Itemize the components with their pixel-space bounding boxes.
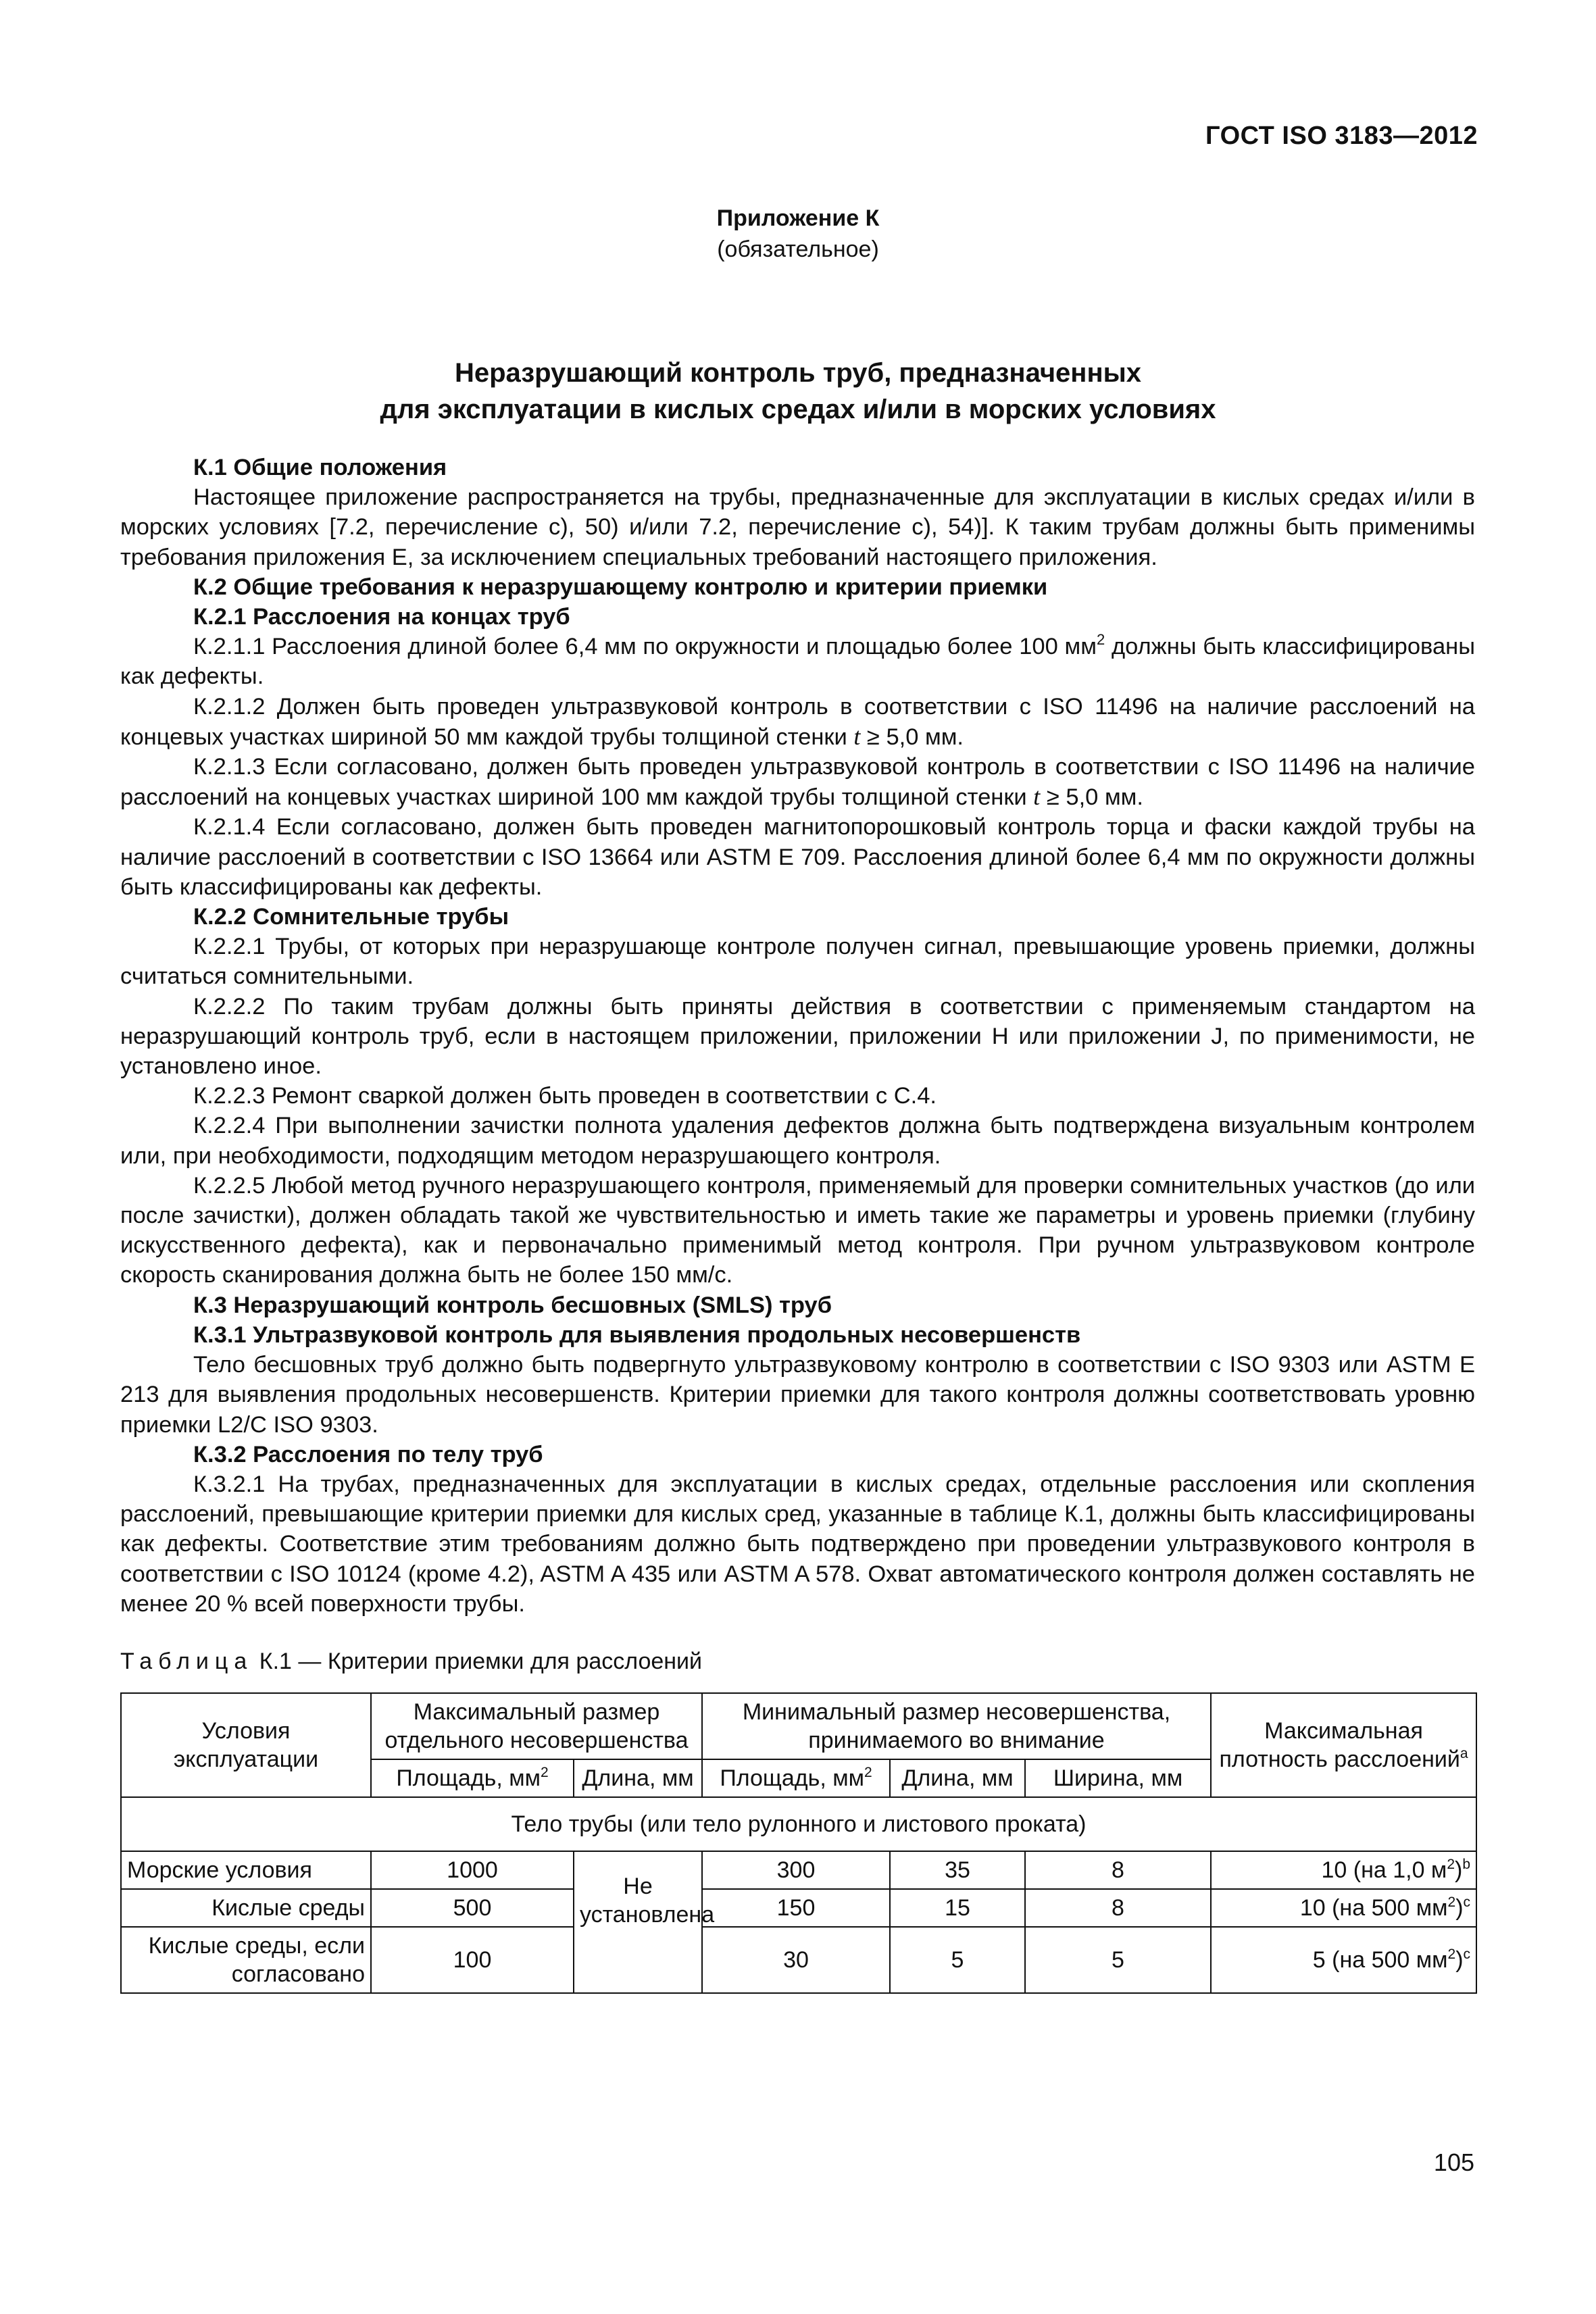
row-min-area: 150	[702, 1889, 890, 1927]
paragraph-k222: К.2.2.2 По таким трубам должны быть приняты действия в соответствии с применяемым стандартом на неразрушающий контроль труб, если в настоящем приложении, приложении Н или приложении J, по применимости, не установлено иное.	[120, 993, 1475, 1080]
paragraph-k31: Тело бесшовных труб должно быть подвергнуто ультразвуковому контролю в соответствии с ISO 9303 или ASTM E 213 для выявления продольных несовершенств. Критерии приемки для такого контроля должны соответствовать уровню приемки L2/C ISO 9303.	[120, 1352, 1475, 1438]
section-heading-k32: К.3.2 Расслоения по телу труб	[193, 1441, 543, 1467]
header-min-length: Длина, мм	[890, 1759, 1025, 1797]
row-max-area: 500	[371, 1889, 574, 1927]
paragraph-k213: К.2.1.3 Если согласовано, должен быть проведен ультразвуковой контроль в соответствии с ISO 11496 на наличие расслоений на концевых участках шириной 100 мм каждой трубы толщиной стенки t ≥ 5,0 мм.	[120, 754, 1475, 811]
appendix-type: (обязательное)	[717, 236, 879, 262]
table-row	[121, 1927, 1476, 1993]
section-heading-k21: К.2.1 Расслоения на концах труб	[193, 604, 570, 630]
paragraph-k221: К.2.2.1 Трубы, от которых при неразрушающе контроле получен сигнал, превышающие уровень приемки, должны считаться сомнительными.	[120, 934, 1475, 990]
lamination-criteria-table	[120, 1692, 1477, 1994]
header-conditions: Условия эксплуатации	[121, 1693, 371, 1797]
document-title-line-2: для эксплуатации в кислых средах и/или в морских условиях	[380, 395, 1216, 424]
row-condition: Морские условия	[121, 1851, 371, 1889]
document-title-line-1: Неразрушающий контроль труб, предназначенных	[454, 358, 1142, 388]
paragraph-k1: Настоящее приложение распространяется на трубы, предназначенные для эксплуатации в кислых средах и/или в морских условиях [7.2, перечисление с), 50) и/или 7.2, перечисление с), 54)]. К таким трубам должны быть применимы требования приложения Е, за исключением специальных требований настоящего приложения.	[120, 484, 1475, 570]
row-min-length: 35	[890, 1851, 1025, 1889]
header-max-length: Длина, мм	[574, 1759, 702, 1797]
page-number: 105	[1433, 2148, 1474, 2176]
row-min-area: 30	[702, 1927, 890, 1993]
paragraph-k225: К.2.2.5 Любой метод ручного неразрушающего контроля, применяемый для проверки сомнительных участков (до или после зачистки), должен обладать такой же чувствительностью и иметь такие же параметры и уровень приемки (глубину искусственного дефекта), как и первоначально применимый метод контроля. При ручном ультразвуковом контроле скорость сканирования должна быть не более 150 мм/с.	[120, 1172, 1475, 1288]
document-title	[0, 355, 1596, 428]
row-min-width: 8	[1025, 1889, 1211, 1927]
row-max-length: Не установлена	[574, 1851, 702, 1993]
standard-code: ГОСТ ISO 3183—2012	[1205, 122, 1478, 150]
row-density: 10 (на 1,0 $м^2)^b$	[1211, 1851, 1476, 1889]
row-condition: Кислые среды	[121, 1889, 371, 1927]
row-min-length: 5	[890, 1927, 1025, 1993]
row-min-width: 5	[1025, 1927, 1211, 1993]
row-density: 10 (на 500 $мм^2)^c$	[1211, 1889, 1476, 1927]
header-max-area: Площадь, $мм^2$	[371, 1759, 574, 1797]
appendix-title: Приложение К	[716, 205, 880, 231]
header-max-size: Максимальный размер отдельного несовершенства	[371, 1693, 702, 1759]
table-row	[121, 1851, 1476, 1889]
header-min-size: Минимальный размер несовершенства, принимаемого во внимание	[702, 1693, 1211, 1759]
paragraph-k321: К.3.2.1 На трубах, предназначенных для эксплуатации в кислых средах, отдельные расслоения или скопления расслоений, превышающие критерии приемки для кислых сред, указанные в таблице К.1, должны быть классифицированы как дефекты. Соответствие этим требованиям должно быть подтверждено при проведении ультразвукового контроля в соответствии с ISO 10124 (кроме 4.2), ASTM A 435 или ASTM A 578. Охват автоматического контроля должен составлять не менее 20 % всей поверхности трубы.	[120, 1471, 1475, 1617]
section-heading-k1: К.1 Общие положения	[193, 455, 447, 480]
section-heading-k31: К.3.1 Ультразвуковой контроль для выявления продольных несовершенств	[193, 1322, 1081, 1348]
row-min-length: 15	[890, 1889, 1025, 1927]
paragraph-k211: К.2.1.1 Расслоения длиной более 6,4 мм по окружности и площадью более 100 $мм^2$ должны быть классифицированы как дефекты.	[120, 631, 1475, 690]
appendix-heading	[0, 203, 1596, 265]
table-caption: Таблица К.1 — Критерии приемки для расслоений	[120, 1649, 703, 1674]
subheader-pipe-body: Тело трубы (или тело рулонного и листового проката)	[121, 1797, 1476, 1851]
section-heading-k3: К.3 Неразрушающий контроль бесшовных (SMLS) труб	[193, 1292, 832, 1318]
row-condition: Кислые среды, если согласовано	[121, 1927, 371, 1993]
paragraph-k223: К.2.2.3 Ремонт сваркой должен быть проведен в соответствии с С.4.	[193, 1083, 937, 1109]
document-body	[120, 453, 1475, 1619]
row-max-area: 1000	[371, 1851, 574, 1889]
header-min-width: Ширина, мм	[1025, 1759, 1211, 1797]
paragraph-k224: К.2.2.4 При выполнении зачистки полнота удаления дефектов должна быть подтверждена визуальным контролем или, при необходимости, подходящим методом неразрушающего контроля.	[120, 1113, 1475, 1169]
section-heading-k22: К.2.2 Сомнительные трубы	[193, 904, 509, 930]
header-min-area: Площадь, $мм^2$	[702, 1759, 890, 1797]
table-row	[121, 1889, 1476, 1927]
header-density: Максимальная плотность расслоений$^a$	[1211, 1693, 1476, 1797]
paragraph-k214: К.2.1.4 Если согласовано, должен быть проведен магнитопорошковый контроль торца и фаски каждой трубы на наличие расслоений в соответствии с ISO 13664 или ASTM E 709. Расслоения длиной более 6,4 мм по окружности должны быть классифицированы как дефекты.	[120, 814, 1475, 900]
paragraph-k212: К.2.1.2 Должен быть проведен ультразвуковой контроль в соответствии с ISO 11496 на наличие расслоений на концевых участках шириной 50 мм каждой трубы толщиной стенки t ≥ 5,0 мм.	[120, 693, 1475, 750]
row-density: 5 (на 500 $мм^2)^c$	[1211, 1927, 1476, 1993]
section-heading-k2: К.2 Общие требования к неразрушающему контролю и критерии приемки	[193, 574, 1048, 600]
row-min-area: 300	[702, 1851, 890, 1889]
row-max-area: 100	[371, 1927, 574, 1993]
table-subheader-row	[121, 1797, 1476, 1851]
row-min-width: 8	[1025, 1851, 1211, 1889]
table-header-row-1	[121, 1693, 1476, 1759]
